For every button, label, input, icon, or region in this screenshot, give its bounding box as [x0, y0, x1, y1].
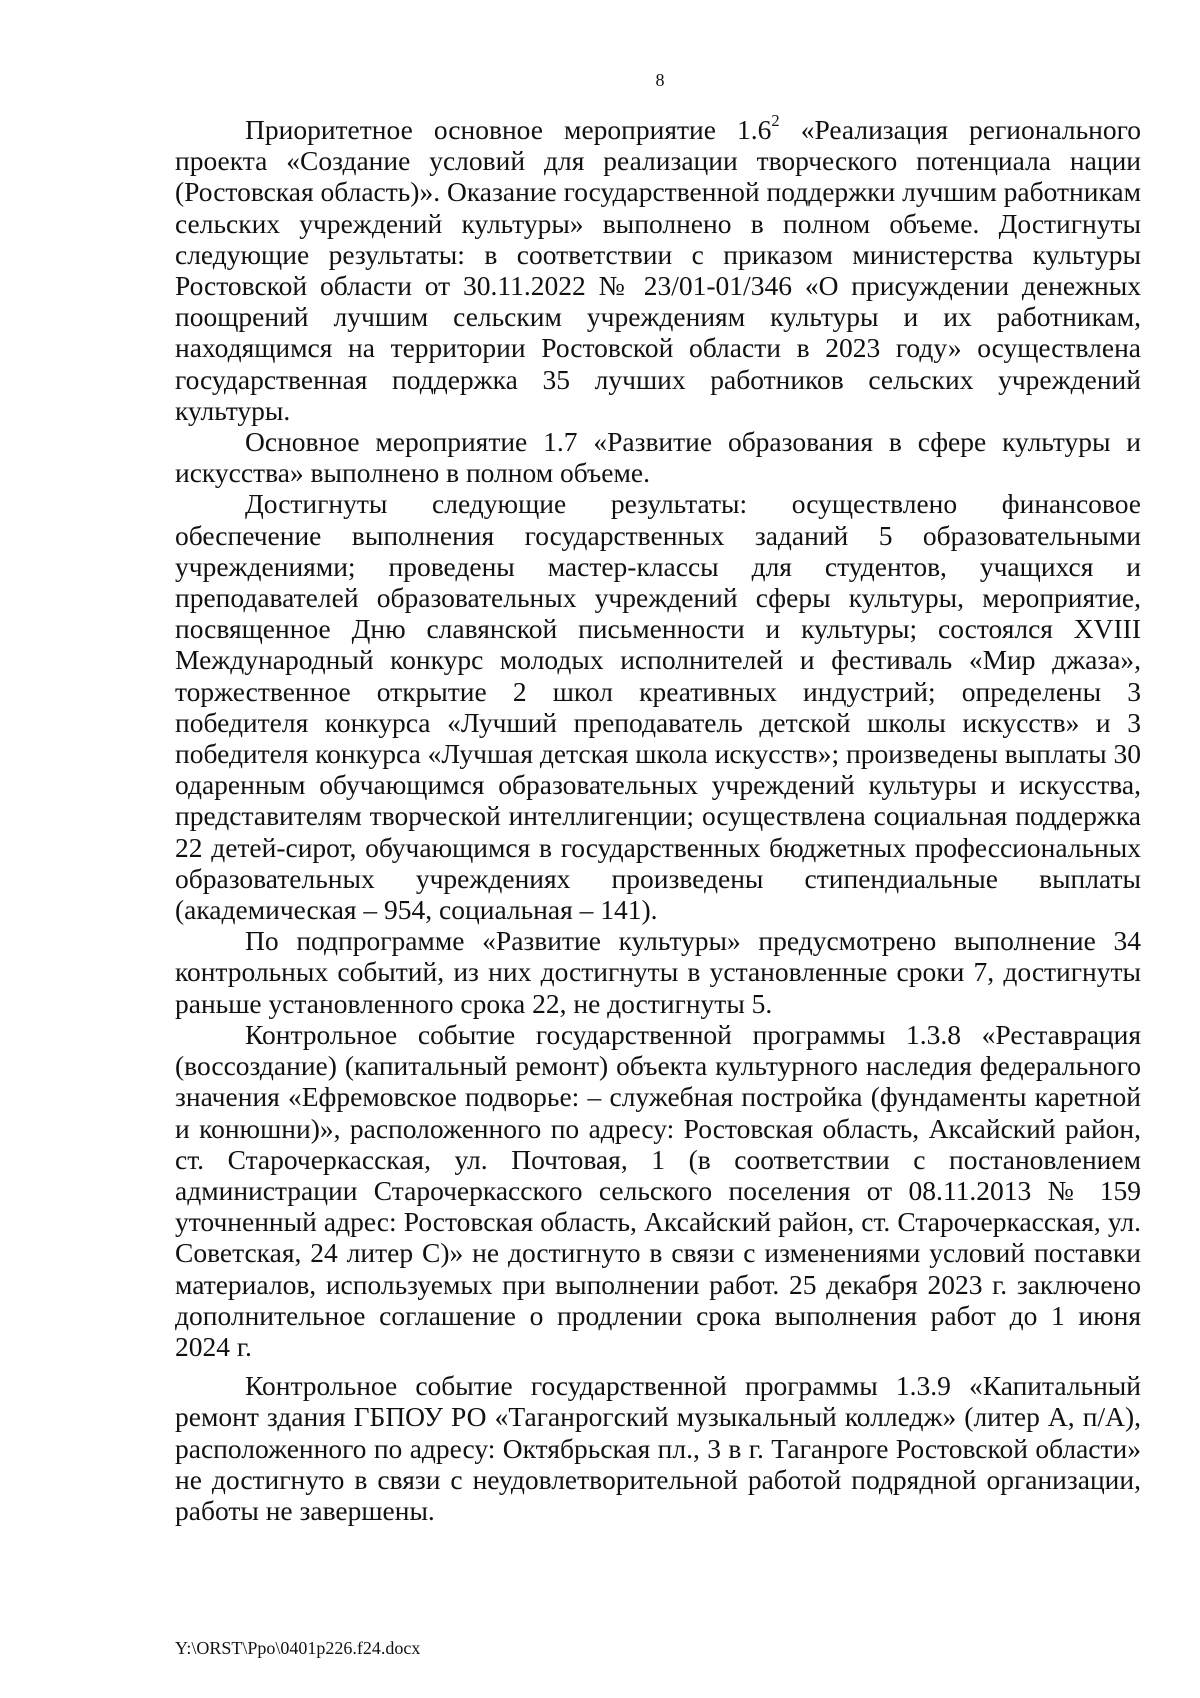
paragraph-event-1-7: Основное мероприятие 1.7 «Развитие образования в сфере культуры и искусства» выполнено в полном объеме. — [175, 426, 1141, 489]
paragraph-control-event-1-3-9: Контрольное событие государственной программы 1.3.9 «Капитальный ремонт здания ГБПОУ РО «Таганрогский музыкальный колледж» (литер А, п/А), расположенного по адресу: Октябрьская пл., 3 в г. Таганроге Ростовской области» не достигнуто в связи с неудовлетворительной работой подрядной организации, работы не завершены. — [175, 1370, 1141, 1526]
document-body — [175, 111, 1141, 1526]
paragraph-results: Достигнуты следующие результаты: осуществлено финансовое обеспечение выполнения государственных заданий 5 образовательными учреждениями; проведены мастер-классы для студентов, учащихся и преподавателей образовательных учреждений сферы культуры, мероприятие, посвященное Дню славянской письменности и культуры; состоялся XVIII Международный конкурс молодых исполнителей и фестиваль «Мир джаза», торжественное открытие 2 школ креативных индустрий; определены 3 победителя конкурса «Лучший преподаватель детской школы искусств» и 3 победителя конкурса «Лучшая детская школа искусств»; произведены выплаты 30 одаренным обучающимся образовательных учреждений культуры и искусства, представителям творческой интеллигенции; осуществлена социальная поддержка 22 детей-сирот, обучающимся в государственных бюджетных профессиональных образовательных учреждениях произведены стипендиальные выплаты (академическая – 954, социальная – 141). — [175, 488, 1141, 926]
paragraph-subprogram: По подпрограмме «Развитие культуры» предусмотрено выполнение 34 контрольных событий, из них достигнуты в установленные сроки 7, достигнуты раньше установленного срока 22, не достигнуты 5. — [175, 925, 1141, 1019]
paragraph-text: «Реализация регионального проекта «Создание условий для реализации творческого потенциала нации (Ростовская область)». Оказание государственной поддержки лучшим работникам сельских учреждений культуры» выполнено в полном объеме. Достигнуты следующие результаты: в соответствии с приказом министерства культуры Ростовской области от 30.11.2022 № 23/01-01/346 «О присуждении денежных поощрений лучшим сельским учреждениям культуры и их работникам, находящимся на территории Ростовской области в 2023 году» осуществлена государственная поддержка 35 лучших работников сельских учреждений культуры. — [175, 114, 1141, 426]
paragraph-text: Приоритетное основное мероприятие 1.6 — [245, 114, 772, 145]
page-number: 8 — [655, 70, 665, 90]
paragraph-control-event-1-3-8: Контрольное событие государственной программы 1.3.8 «Реставрация (воссоздание) (капитальный ремонт) объекта культурного наследия федерального значения «Ефремовское подворье: – служебная постройка (фундаменты каретной и конюшни)», расположенного по адресу: Ростовская область, Аксайский район, ст. Старочеркасская, ул. Почтовая, 1 (в соответствии с постановлением администрации Старочеркасского сельского поселения от 08.11.2013 № 159 уточненный адрес: Ростовская область, Аксайский район, ст. Старочеркасская, ул. Советская, 24 литер С)» не достигнуто в связи с изменениями условий поставки материалов, используемых при выполнении работ. 25 декабря 2023 г. заключено дополнительное соглашение о продлении срока выполнения работ до 1 июня 2024 г. — [175, 1018, 1141, 1362]
superscript: 2 — [771, 111, 780, 131]
paragraph-priority-event-1-6-2 — [175, 111, 1141, 426]
footer-file-path: Y:\ORST\Ppo\0401p226.f24.docx — [175, 1638, 421, 1658]
